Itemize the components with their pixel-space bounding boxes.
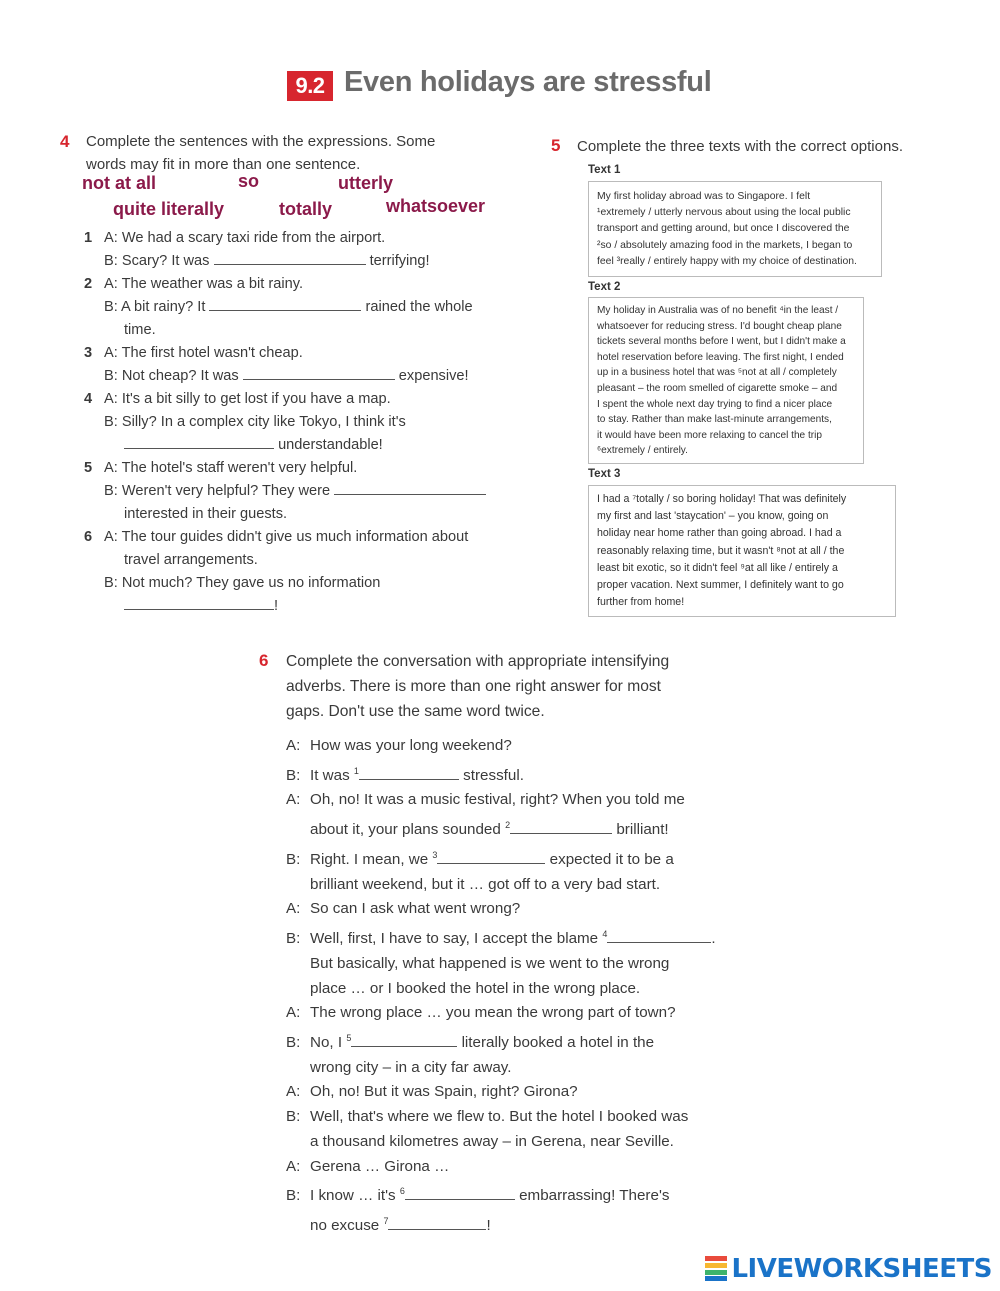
exercise-5-instruction: Complete the three texts with the correct options. (577, 138, 903, 155)
text-line[interactable]: least bit exotic, so it didn't feel ⁹at all like / entirely a (597, 561, 838, 574)
text-line[interactable]: ⁶extremely / entirely. (597, 445, 688, 457)
exercise-5-number: 5 (551, 136, 561, 155)
list-item: B: Silly? In a complex city like Tokyo, I think it's (104, 414, 406, 430)
text-line: further from home! (597, 596, 685, 609)
conversation-blank-2[interactable] (510, 833, 612, 834)
list-item: B: Weren't very helpful? They were (84, 480, 524, 503)
instruction-line: gaps. Don't use the same word twice. (286, 703, 545, 720)
answer-blank-6[interactable] (124, 609, 274, 610)
dialogue-line: A: Oh, no! But it was Spain, right? Girona? (286, 1083, 578, 1101)
answer-blank-4[interactable] (124, 448, 274, 449)
conversation-blank-5[interactable] (351, 1046, 457, 1047)
page-title: Even holidays are stressful (344, 66, 712, 98)
word-bank-totally[interactable]: totally (279, 199, 333, 219)
section-badge: 9.2 (287, 71, 333, 101)
text-line[interactable]: My holiday in Australia was of no benefit ⁴in the least / (597, 305, 839, 316)
brand-name: LIVEWORKSHEETS (731, 1254, 992, 1284)
dialogue-line: B: It was $^1$ stressful. (286, 765, 524, 784)
text-line: My first holiday abroad was to Singapore. I felt (597, 191, 811, 202)
text-line: proper vacation. Next summer, I definitely want to go (597, 579, 844, 592)
text-line: I spent the whole next day trying to find a nicer place (597, 398, 833, 410)
instruction-line: Complete the sentences with the expressions. Some (86, 133, 436, 150)
dialogue-line: B: No, I $^5$ literally booked a hotel in the (286, 1032, 655, 1052)
word-bank-not-at-all[interactable]: not at all (82, 173, 157, 193)
text-line[interactable]: whatsoever for reducing stress. I'd bought cheap plane (597, 320, 842, 332)
dialogue-line: B: I know … it's $^6$ embarrassing! There's (286, 1186, 670, 1205)
dialogue-line: A: The wrong place … you mean the wrong part of town? (286, 1004, 676, 1022)
text-line[interactable]: feel ³really / entirely happy with my choice of destination. (597, 255, 857, 267)
conversation-blank-3[interactable] (437, 863, 545, 864)
text-line: tickets several months before I went, but I didn't make a (597, 336, 846, 348)
dialogue-line: no excuse $^7$ ! (310, 1216, 491, 1235)
conversation-blank-1[interactable] (359, 779, 459, 780)
list-item: B: Not much? They gave us no information (104, 575, 381, 591)
instruction-line: adverbs. There is more than one right answer for most (286, 678, 662, 695)
instruction-line: Complete the conversation with appropriate intensifying (286, 653, 670, 670)
text-1-box (588, 181, 882, 277)
answer-blank-2[interactable] (209, 310, 361, 311)
text-line[interactable]: ¹extremely / utterly nervous about using the local public (597, 207, 851, 219)
dialogue-line: A: So can I ask what went wrong? (286, 900, 521, 918)
text-3-box (588, 485, 896, 617)
text-2-box (588, 297, 864, 464)
word-bank-whatsoever[interactable]: whatsoever (386, 196, 486, 216)
list-item: 3 A: The first hotel wasn't cheap. (84, 345, 303, 361)
answer-blank-1[interactable] (214, 264, 366, 265)
text-line: pleasant – the room smelled of cigarette smoke – and (597, 382, 838, 394)
list-item: 6 A: The tour guides didn't give us much information about (84, 529, 469, 545)
text-line: my first and last 'staycation' – you know, going on (597, 510, 829, 523)
word-bank-utterly[interactable]: utterly (338, 173, 394, 193)
text-1-label: Text 1 (588, 164, 621, 176)
conversation-blank-4[interactable] (607, 942, 711, 943)
list-item: 5 A: The hotel's staff weren't very helpful. (84, 460, 358, 476)
liveworksheets-logo-icon (705, 1256, 727, 1282)
conversation-blank-6[interactable] (405, 1199, 515, 1200)
exercise-6-instruction (286, 649, 669, 724)
dialogue-line: brilliant weekend, but it … got off to a very bad start. (310, 875, 661, 893)
text-line: hotel reservation before leaving. The first night, I ended (597, 351, 844, 363)
exercise-4-number: 4 (60, 132, 70, 151)
list-item: travel arrangements. (124, 552, 258, 568)
text-line: it would have been more relaxing to cancel the trip (597, 429, 822, 441)
list-item: 1 A: We had a scary taxi ride from the airport. (84, 230, 386, 246)
text-line[interactable]: reasonably relaxing time, but it wasn't ⁸not at all / the (597, 544, 845, 557)
text-2-label: Text 2 (588, 281, 621, 293)
text-line[interactable]: I had a ⁷totally / so boring holiday! That was definitely (597, 493, 847, 505)
word-bank-quite-literally[interactable]: quite literally (113, 199, 225, 219)
list-item: 2 A: The weather was a bit rainy. (84, 276, 304, 292)
list-item: B: A bit rainy? It rained the whole (104, 299, 473, 315)
dialogue-line: A: How was your long weekend? (286, 737, 512, 754)
list-item: B: Not cheap? It was expensive! (104, 368, 469, 384)
answer-blank-3[interactable] (243, 379, 395, 380)
instruction-line: words may fit in more than one sentence. (86, 156, 361, 173)
answer-blank-5[interactable] (334, 494, 486, 495)
list-item: interested in their guests. (124, 506, 288, 522)
exercise-6-dialogue (286, 734, 756, 1239)
list-item: time. (124, 322, 156, 338)
text-3-label: Text 3 (588, 468, 621, 480)
text-line[interactable]: up in a business hotel that was ⁵not at all / completely (597, 367, 837, 379)
dialogue-line: wrong city – in a city far away. (310, 1058, 512, 1076)
exercise-4-instruction (86, 130, 435, 176)
conversation-blank-7[interactable] (388, 1229, 486, 1230)
text-line[interactable]: ²so / absolutely amazing food in the markets, I began to (597, 239, 853, 251)
dialogue-line: B: Well, first, I have to say, I accept the blame $^4$ . (286, 929, 716, 948)
text-line: transport and getting around, but once I discovered the (597, 223, 850, 235)
dialogue-line: But basically, what happened is we went to the wrong (310, 954, 670, 972)
word-bank-so[interactable]: so (238, 171, 260, 191)
dialogue-line: A: Gerena … Girona … (286, 1157, 450, 1175)
exercise-4-items (84, 227, 524, 618)
text-line: to stay. Rather than make last-minute arrangements, (597, 414, 832, 426)
list-item: B: Scary? It was terrifying! (104, 253, 430, 269)
list-item: 4 A: It's a bit silly to get lost if you have a map. (84, 391, 391, 407)
dialogue-line: about it, your plans sounded $^2$ brilliant! (310, 820, 669, 839)
text-line: holiday near home rather than going abroad. I had a (597, 527, 842, 540)
dialogue-line: A: Oh, no! It was a music festival, right? When you told me (286, 791, 685, 809)
dialogue-line: a thousand kilometres away – in Gerena, near Seville. (310, 1132, 674, 1150)
dialogue-line: B: Right. I mean, we $^3$ expected it to be a (286, 849, 674, 868)
list-item: ! (84, 595, 524, 618)
list-item: understandable! (84, 434, 524, 457)
exercise-6-number: 6 (259, 651, 269, 670)
liveworksheets-brand[interactable] (705, 1254, 992, 1284)
dialogue-line: place … or I booked the hotel in the wrong place. (310, 979, 641, 997)
dialogue-line: B: Well, that's where we flew to. But the hotel I booked was (286, 1108, 689, 1126)
